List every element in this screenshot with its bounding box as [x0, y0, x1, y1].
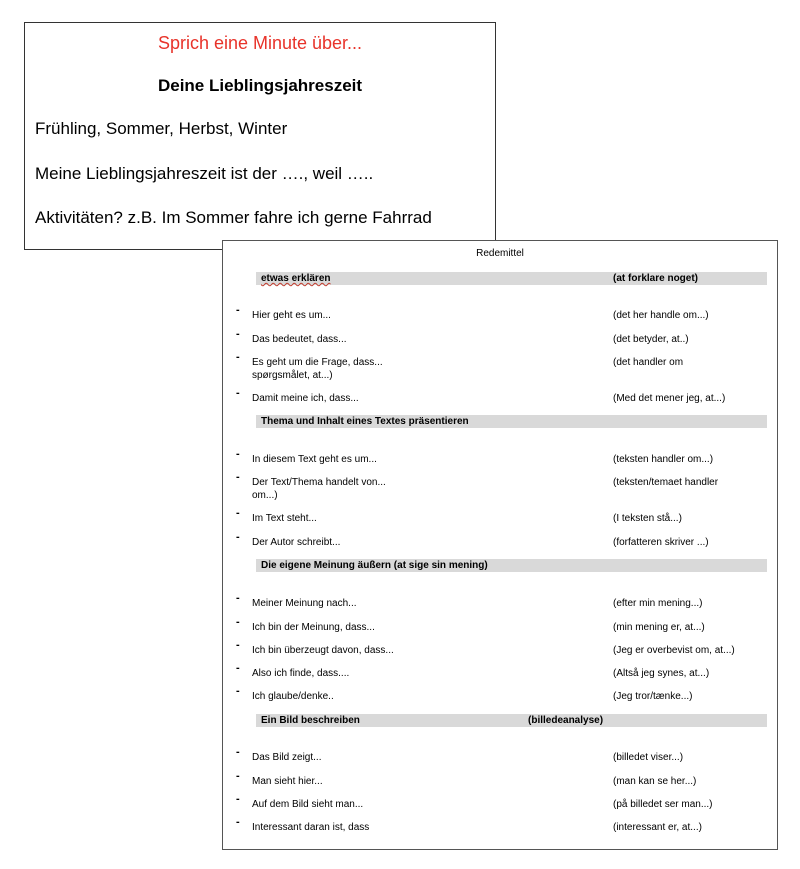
german-phrase: Ich glaube/denke.. [252, 691, 334, 702]
danish-translation: (Jeg er overbevist om, at...) [613, 645, 735, 656]
german-phrase: Der Autor schreibt... [252, 537, 341, 548]
bullet-dash: - [236, 448, 240, 460]
danish-translation: (på billedet ser man...) [613, 799, 713, 810]
section-heading-label: Ein Bild beschreiben [261, 715, 360, 726]
german-phrase: Meiner Meinung nach... [252, 598, 357, 609]
german-phrase: Hier geht es um... [252, 310, 331, 321]
german-phrase: In diesem Text geht es um... [252, 454, 377, 465]
danish-translation: (det handler om [613, 357, 684, 368]
danish-translation: (billedet viser...) [613, 752, 684, 763]
section-heading-label: Die eigene Meinung äußern (at sige sin mening) [261, 560, 488, 571]
danish-translation: (interessant er, at...) [613, 822, 702, 833]
german-phrase: Auf dem Bild sieht man... [252, 799, 364, 810]
german-phrase: Das Bild zeigt... [252, 752, 322, 763]
danish-translation: (Altså jeg synes, at...) [613, 668, 710, 679]
german-phrase: Interessant daran ist, dass [252, 822, 370, 833]
danish-translation: (det her handle om...) [613, 310, 709, 321]
bullet-dash: - [236, 770, 240, 782]
bullet-dash: - [236, 793, 240, 805]
danish-translation: (Jeg tror/tænke...) [613, 691, 693, 702]
section-heading [256, 415, 767, 428]
bullet-dash: - [236, 328, 240, 340]
german-phrase: Damit meine ich, dass... [252, 393, 359, 404]
bullet-dash: - [236, 639, 240, 651]
bullet-dash: - [236, 471, 240, 483]
section-heading [256, 272, 767, 285]
german-phrase: Also ich finde, dass.... [252, 668, 350, 679]
section-heading-translation: (at forklare noget) [613, 273, 699, 284]
danish-translation: (I teksten stå...) [613, 513, 682, 524]
danish-translation: (Med det mener jeg, at...) [613, 393, 726, 404]
danish-translation: (min mening er, at...) [613, 622, 705, 633]
section-heading [256, 714, 767, 727]
prompt-heading: Sprich eine Minute über... [157, 33, 363, 53]
bullet-dash: - [236, 816, 240, 828]
danish-translation: (man kan se her...) [613, 776, 697, 787]
section-heading-label: etwas erklären [261, 273, 331, 284]
german-phrase: Das bedeutet, dass... [252, 334, 347, 345]
danish-translation: (teksten handler om...) [613, 454, 714, 465]
german-phrase: Ich bin überzeugt davon, dass... [252, 645, 394, 656]
section-heading-translation: (billedeanalyse) [528, 715, 604, 726]
danish-translation: (teksten/temaet handler [613, 477, 719, 488]
sheet-title: Redemittel [476, 248, 524, 259]
bullet-dash: - [236, 746, 240, 758]
bullet-dash: - [236, 685, 240, 697]
redemittel-sheet [222, 240, 778, 850]
bullet-dash: - [236, 387, 240, 399]
danish-translation: (efter min mening...) [613, 598, 703, 609]
bullet-dash: - [236, 304, 240, 316]
german-phrase: Im Text steht... [252, 513, 317, 524]
bullet-dash: - [236, 616, 240, 628]
topic-title: Deine Lieblingsjahreszeit [157, 76, 363, 95]
prompt-line-seasons: Frühling, Sommer, Herbst, Winter [35, 119, 288, 138]
prompt-line-sentence-starter: Meine Lieblingsjahreszeit ist der …., weil ….. [35, 164, 374, 183]
section-heading-label: Thema und Inhalt eines Textes präsentieren [261, 416, 469, 427]
speaking-prompt-card [24, 22, 496, 250]
bullet-dash: - [236, 592, 240, 604]
german-phrase: Man sieht hier... [252, 776, 323, 787]
bullet-dash: - [236, 662, 240, 674]
bullet-dash: - [236, 351, 240, 363]
bullet-dash: - [236, 531, 240, 543]
section-heading [256, 559, 767, 572]
danish-translation: (det betyder, at..) [613, 334, 689, 345]
german-phrase: Ich bin der Meinung, dass... [252, 622, 375, 633]
german-phrase: Es geht um die Frage, dass... spørgsmålet, at...) [252, 357, 383, 381]
danish-translation: (forfatteren skriver ...) [613, 537, 709, 548]
bullet-dash: - [236, 507, 240, 519]
prompt-line-activities: Aktivitäten? z.B. Im Sommer fahre ich gerne Fahrrad [35, 208, 432, 227]
german-phrase: Der Text/Thema handelt von... om...) [252, 477, 386, 501]
